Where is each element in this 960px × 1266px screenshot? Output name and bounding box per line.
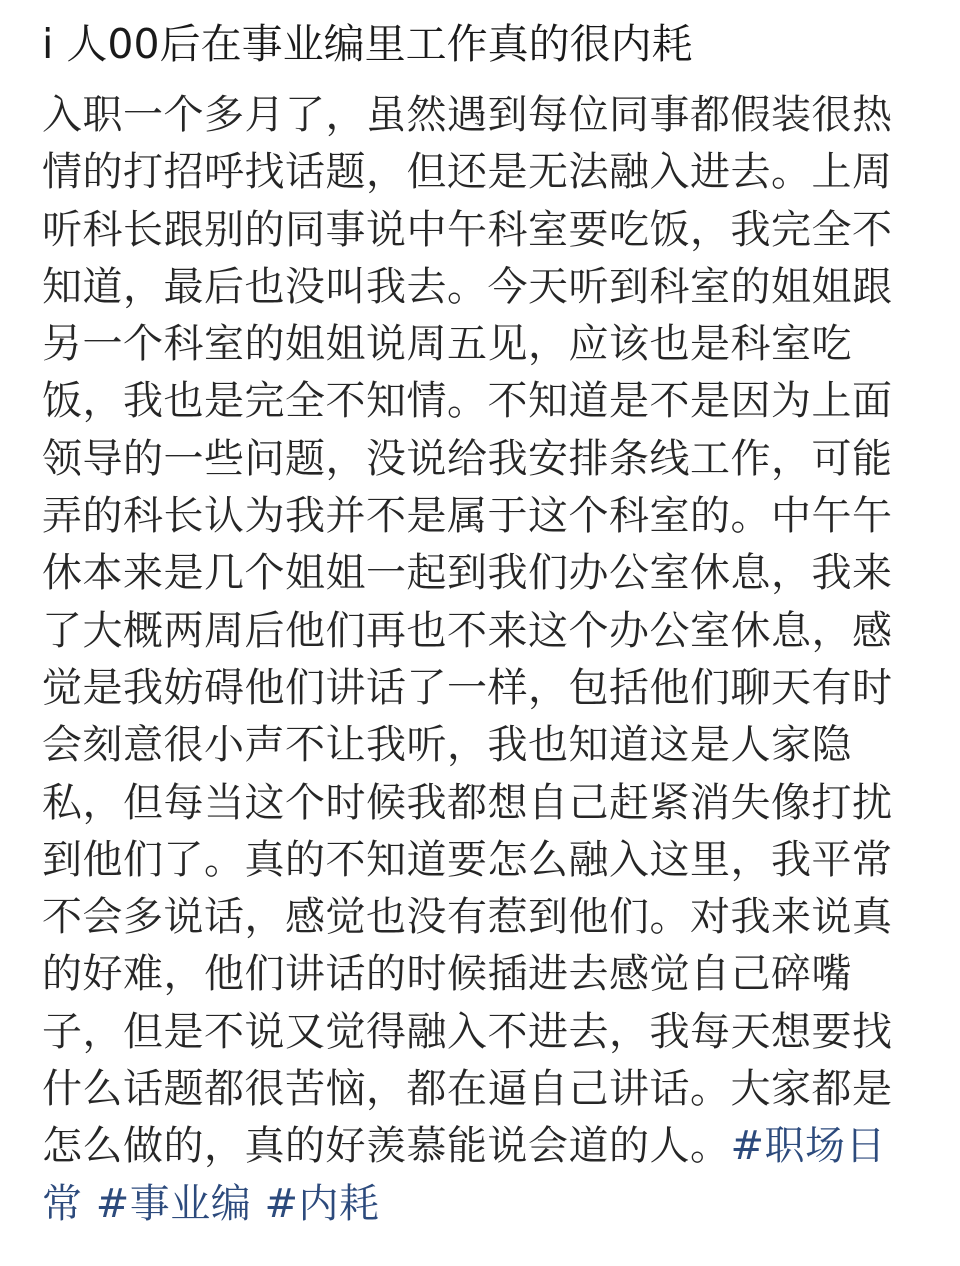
- body-line-with-hashtag: [42, 1118, 912, 1175]
- body-line: 的好难，他们讲话的时候插进去感觉自己碎嘴: [42, 951, 852, 998]
- body-line: 入职一个多月了，虽然遇到每位同事都假装很热: [42, 92, 893, 138]
- body-line: 弄的科长认为我并不是属于这个科室的。中午午: [42, 493, 893, 540]
- body-line: 不会多说话，感觉也没有惹到他们。对我来说真: [42, 894, 893, 941]
- body-line: 到他们了。真的不知道要怎么融入这里，我平常: [42, 836, 893, 883]
- body-line: 另一个科室的姐姐说周五见，应该也是科室吃: [42, 321, 852, 368]
- body-line: 觉是我妨碍他们讲话了一样，包括他们聊天有时: [42, 664, 893, 711]
- hashtag-public-institution[interactable]: #事业编: [95, 1180, 252, 1227]
- post-title: i 人00后在事业编里工作真的很内耗: [42, 20, 693, 68]
- hashtag-internal-friction[interactable]: #内耗: [264, 1180, 380, 1227]
- body-line: 私，但每当这个时候我都想自己赶紧消失像打扰: [42, 779, 893, 826]
- body-line: 会刻意很小声不让我听，我也知道这是人家隐: [42, 722, 852, 769]
- body-line: 子，但是不说又觉得融入不进去，我每天想要找: [42, 1008, 893, 1055]
- body-line: 休本来是几个姐姐一起到我们办公室休息，我来: [42, 550, 893, 597]
- hashtag-workplace-daily-part1[interactable]: #职场日: [730, 1123, 887, 1170]
- post-body: [42, 74, 912, 1233]
- body-line: 听科长跟别的同事说中午科室要吃饭，我完全不: [42, 206, 893, 253]
- hashtag-workplace-daily-part2[interactable]: 常: [42, 1180, 83, 1227]
- body-line: 了大概两周后他们再也不来这个办公室休息，感: [42, 607, 893, 654]
- post-container: [42, 0, 912, 1233]
- body-line: 饭，我也是完全不知情。不知道是不是因为上面: [42, 378, 893, 425]
- hashtag-line: [42, 1176, 912, 1233]
- body-line: 什么话题都很苦恼，都在逼自己讲话。大家都是: [42, 1066, 893, 1113]
- body-line-text: 怎么做的，真的好羡慕能说会道的人。: [42, 1123, 731, 1170]
- body-line: 情的打招呼找话题，但还是无法融入进去。上周: [42, 149, 893, 196]
- body-line: 知道，最后也没叫我去。今天听到科室的姐姐跟: [42, 263, 893, 310]
- body-line: 领导的一些问题，没说给我安排条线工作，可能: [42, 435, 893, 482]
